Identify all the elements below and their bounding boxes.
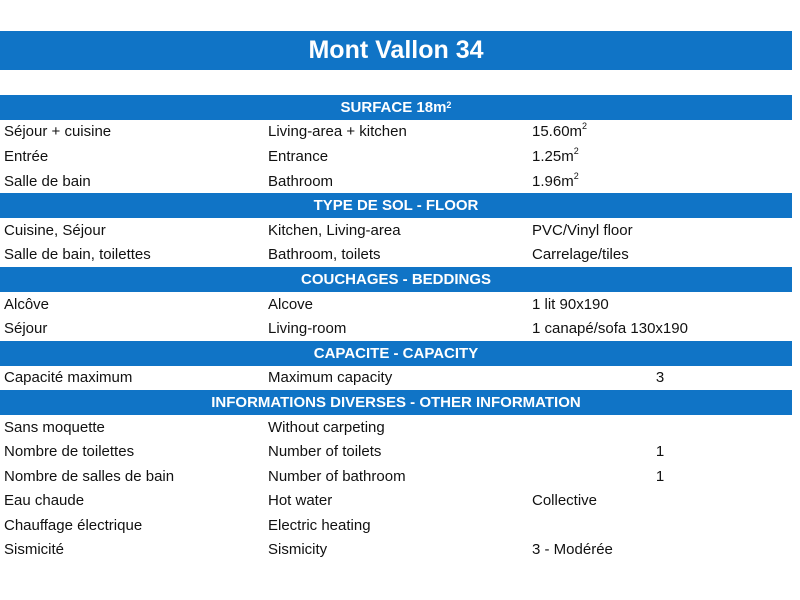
table-row [0,218,792,243]
english-label-cell: Hot water [268,492,333,510]
value-cell: 3 [655,369,665,387]
english-label-cell: Living-room [268,320,347,338]
value-cell: Collective [532,492,598,510]
value-cell: 1 [655,467,665,485]
french-label-cell: Salle de bain [4,172,91,190]
section-header: SURFACE 18m $^2$ [0,95,792,120]
table-row [0,169,792,194]
value-cell: 1 lit 90x190 [532,295,609,313]
french-label-cell: Entrée [4,147,49,165]
value-cell: Carrelage/tiles [532,246,629,264]
english-label-cell: Number of bathroom [268,467,406,485]
table-row [0,292,792,317]
english-label-cell: Alcove [268,295,314,313]
table-row [0,513,792,538]
table-row [0,464,792,489]
table-row [0,489,792,514]
english-label-cell: Kitchen, Living-area [268,221,401,239]
english-label-cell: Without carpeting [268,418,385,436]
french-label-cell: Cuisine, Séjour [4,221,106,239]
section-header: CAPACITE - CAPACITY [0,341,792,366]
english-label-cell: Sismicity [268,541,328,559]
value-cell: 3 - Modérée [532,541,613,559]
french-label-cell: Sismicité [4,541,65,559]
french-label-cell: Séjour + cuisine [4,123,112,141]
french-label-cell: Nombre de toilettes [4,443,135,461]
table-row [0,415,792,440]
english-label-cell: Bathroom, toilets [268,246,381,264]
english-label-cell: Maximum capacity [268,369,393,387]
page-title: Mont Vallon 34 [0,31,792,70]
french-label-cell: Séjour [4,320,48,338]
french-label-cell: Chauffage électrique [4,516,143,534]
value-cell: 1 canapé/sofa 130x190 [532,320,688,338]
english-label-cell: Electric heating [268,516,371,534]
english-label-cell: Bathroom [268,172,334,190]
english-label-cell: Entrance [268,147,329,165]
french-label-cell: Salle de bain, toilettes [4,246,151,264]
section-header: TYPE DE SOL - FLOOR [0,193,792,218]
value-cell: $15.60m^2$ [532,121,588,141]
section-header: COUCHAGES - BEDDINGS [0,267,792,292]
table-row [0,538,792,563]
section-header: INFORMATIONS DIVERSES - OTHER INFORMATION [0,390,792,415]
table-row [0,366,792,391]
french-label-cell: Capacité maximum [4,369,133,387]
table-row [0,316,792,341]
french-label-cell: Alcôve [4,295,50,313]
french-label-cell: Eau chaude [4,492,85,510]
french-label-cell: Nombre de salles de bain [4,467,175,485]
english-label-cell: Number of toilets [268,443,382,461]
english-label-cell: Living-area + kitchen [268,123,407,141]
table-row [0,120,792,145]
french-label-cell: Sans moquette [4,418,105,436]
info-table [0,95,792,562]
table-row [0,439,792,464]
value-cell: $1.96m^2$ [532,170,579,190]
value-cell: 1 [655,443,665,461]
value-cell: PVC/Vinyl floor [532,221,633,239]
table-row [0,243,792,268]
value-cell: $1.25m^2$ [532,145,579,165]
table-row [0,144,792,169]
